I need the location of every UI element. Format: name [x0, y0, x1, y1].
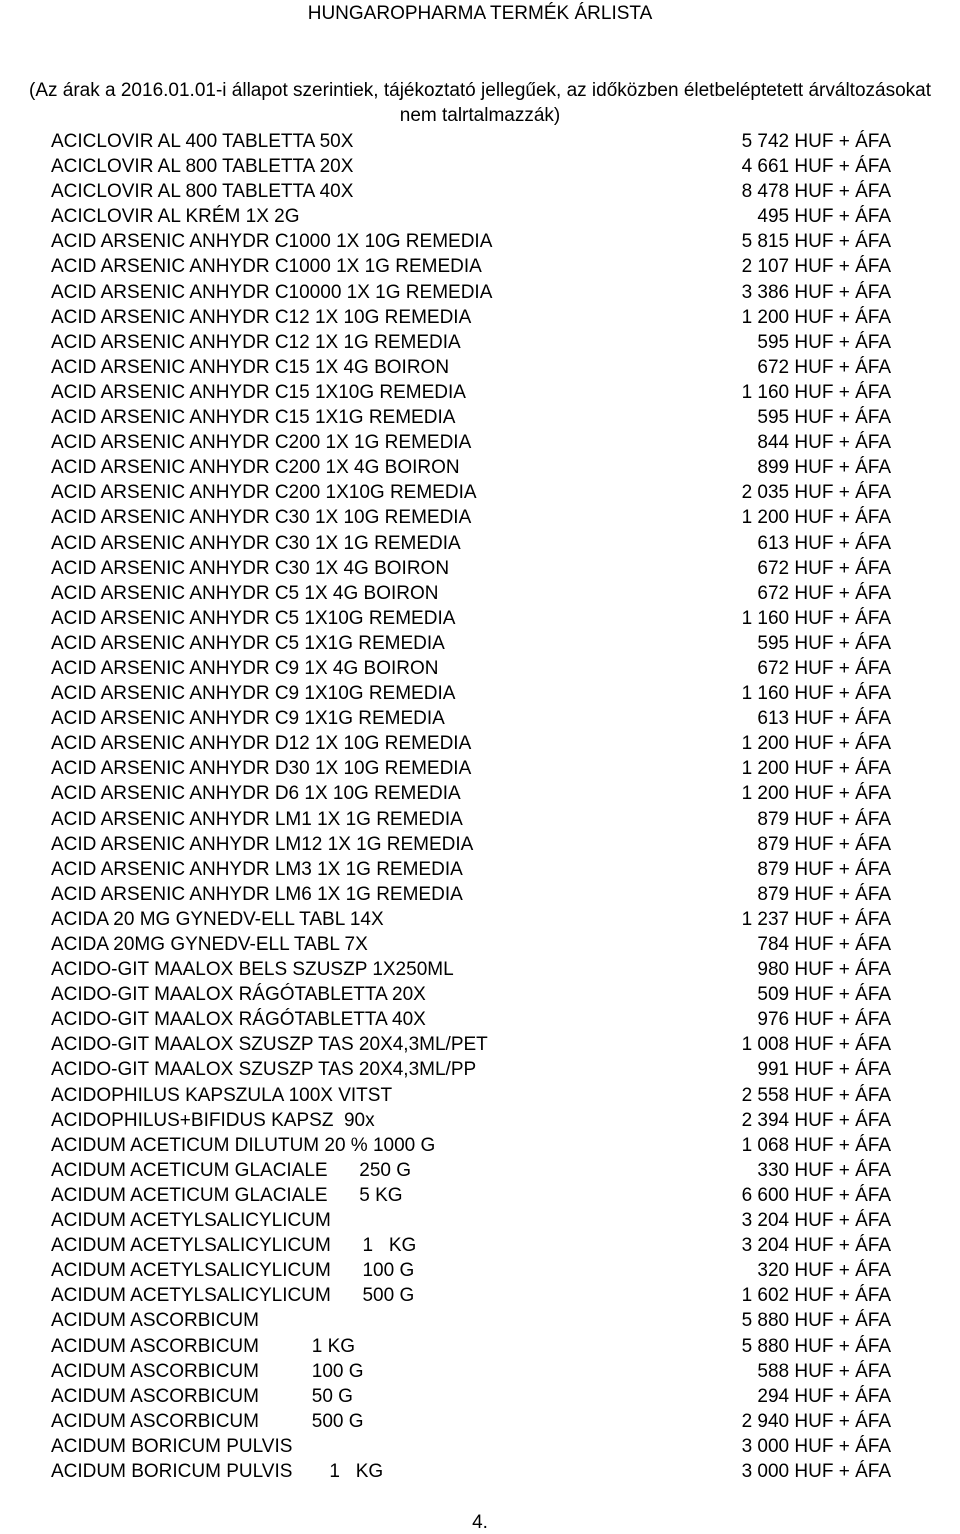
- product-price: 991 HUF + ÁFA: [757, 1059, 891, 1081]
- product-row: [51, 1183, 891, 1208]
- product-row: [51, 581, 891, 606]
- product-price: 784 HUF + ÁFA: [757, 934, 891, 955]
- product-price: 320 HUF + ÁFA: [757, 1260, 891, 1282]
- product-row: [51, 305, 891, 330]
- product-name: ACID ARSENIC ANHYDR C12 1X 10G REMEDIA: [51, 306, 472, 328]
- product-row: [51, 154, 891, 179]
- product-row: [51, 355, 891, 380]
- price-notice-line-1: (Az árak a 2016.01.01-i állapot szerintiek, tájékoztató jellegűek, az időközben életbeléptetett árváltozásokat: [29, 80, 931, 101]
- product-name: ACID ARSENIC ANHYDR C15 1X 4G BOIRON: [51, 356, 450, 378]
- product-name: ACID ARSENIC ANHYDR C200 1X10G REMEDIA: [51, 482, 477, 504]
- product-name: ACID ARSENIC ANHYDR C9 1X10G REMEDIA: [51, 683, 456, 705]
- product-row: [51, 932, 891, 957]
- product-price: 613 HUF + ÁFA: [757, 532, 891, 554]
- product-row: [51, 204, 891, 229]
- product-name: ACID ARSENIC ANHYDR C10000 1X 1G REMEDIA: [51, 281, 493, 303]
- product-row: [51, 1409, 891, 1434]
- product-row: [51, 706, 891, 731]
- product-name: ACIDUM BORICUM PULVIS: [51, 1435, 293, 1457]
- product-row: [51, 1233, 891, 1258]
- product-name: ACIDO-GIT MAALOX RÁGÓTABLETTA 20X: [51, 984, 426, 1006]
- product-name: ACIDUM ACETYLSALICYLICUM 100 G: [51, 1260, 415, 1282]
- product-row: [51, 1208, 891, 1233]
- product-name: ACID ARSENIC ANHYDR C15 1X1G REMEDIA: [51, 407, 456, 429]
- product-price: 879 HUF + ÁFA: [757, 858, 891, 880]
- product-row: [51, 129, 891, 154]
- product-price: 2 035 HUF + ÁFA: [741, 482, 891, 504]
- product-price: 976 HUF + ÁFA: [757, 1009, 891, 1031]
- product-row: [51, 405, 891, 430]
- product-price: 588 HUF + ÁFA: [757, 1360, 891, 1382]
- product-row: [51, 531, 891, 556]
- product-name: ACICLOVIR AL 800 TABLETTA 40X: [51, 181, 354, 203]
- product-row: [51, 1359, 891, 1384]
- product-name: ACIDUM ASCORBICUM: [51, 1310, 259, 1332]
- product-price: 5 880 HUF + ÁFA: [741, 1310, 891, 1332]
- product-price: 1 237 HUF + ÁFA: [741, 908, 891, 930]
- product-name: ACICLOVIR AL KRÉM 1X 2G: [51, 206, 300, 228]
- product-name: ACIDUM ACETICUM GLACIALE 250 G: [51, 1159, 412, 1181]
- product-name: ACID ARSENIC ANHYDR C200 1X 4G BOIRON: [51, 457, 460, 479]
- product-row: [51, 1057, 891, 1082]
- product-name: ACIDA 20MG GYNEDV-ELL TABL 7X: [51, 934, 368, 955]
- product-name: ACID ARSENIC ANHYDR C12 1X 1G REMEDIA: [51, 331, 461, 353]
- product-name: ACID ARSENIC ANHYDR C1000 1X 10G REMEDIA: [51, 231, 493, 253]
- price-notice-line-2: nem talrtalmazzák): [399, 105, 561, 126]
- product-name: ACID ARSENIC ANHYDR C5 1X10G REMEDIA: [51, 607, 456, 629]
- product-name: ACIDUM ACETYLSALICYLICUM 500 G: [51, 1285, 415, 1307]
- product-price: 1 200 HUF + ÁFA: [741, 783, 891, 805]
- product-price: 844 HUF + ÁFA: [757, 432, 891, 454]
- product-price: 2 394 HUF + ÁFA: [741, 1109, 891, 1131]
- product-row: [51, 656, 891, 681]
- product-name: ACID ARSENIC ANHYDR C9 1X1G REMEDIA: [51, 708, 445, 730]
- product-price: 879 HUF + ÁFA: [757, 883, 891, 905]
- product-price: 1 068 HUF + ÁFA: [741, 1134, 891, 1156]
- page-number: 4.: [472, 1512, 488, 1533]
- page-title: HUNGAROPHARMA TERMÉK ÁRLISTA: [307, 3, 653, 24]
- product-row: [51, 832, 891, 857]
- product-row: [51, 1108, 891, 1133]
- product-name: ACID ARSENIC ANHYDR LM12 1X 1G REMEDIA: [51, 833, 474, 855]
- product-name: ACID ARSENIC ANHYDR D6 1X 10G REMEDIA: [51, 783, 461, 805]
- product-name: ACIDOPHILUS KAPSZULA 100X VITST: [51, 1084, 393, 1106]
- product-price: 5 815 HUF + ÁFA: [741, 231, 891, 253]
- product-name: ACIDO-GIT MAALOX BELS SZUSZP 1X250ML: [51, 959, 454, 981]
- product-price: 5 742 HUF + ÁFA: [741, 131, 891, 152]
- product-name: ACIDUM ACETYLSALICYLICUM 1 KG: [51, 1235, 417, 1257]
- product-price: 672 HUF + ÁFA: [757, 356, 891, 378]
- product-price: 2 940 HUF + ÁFA: [741, 1410, 891, 1432]
- product-row: [51, 1308, 891, 1333]
- product-price: 1 200 HUF + ÁFA: [741, 306, 891, 328]
- price-list: [51, 129, 891, 1484]
- product-name: ACID ARSENIC ANHYDR C200 1X 1G REMEDIA: [51, 432, 472, 454]
- product-price: 509 HUF + ÁFA: [757, 984, 891, 1006]
- product-name: ACIDUM BORICUM PULVIS 1 KG: [51, 1460, 384, 1482]
- product-row: [51, 957, 891, 982]
- product-price: 1 602 HUF + ÁFA: [741, 1285, 891, 1307]
- product-name: ACICLOVIR AL 400 TABLETTA 50X: [51, 131, 354, 152]
- product-price: 2 558 HUF + ÁFA: [741, 1084, 891, 1106]
- product-price: 495 HUF + ÁFA: [757, 206, 891, 228]
- product-price: 6 600 HUF + ÁFA: [741, 1184, 891, 1206]
- product-price: 672 HUF + ÁFA: [757, 657, 891, 679]
- product-row: [51, 254, 891, 279]
- product-price: 595 HUF + ÁFA: [757, 407, 891, 429]
- product-row: [51, 179, 891, 204]
- product-price: 879 HUF + ÁFA: [757, 833, 891, 855]
- product-name: ACID ARSENIC ANHYDR D12 1X 10G REMEDIA: [51, 733, 472, 755]
- product-name: ACID ARSENIC ANHYDR LM3 1X 1G REMEDIA: [51, 858, 463, 880]
- product-name: ACID ARSENIC ANHYDR C15 1X10G REMEDIA: [51, 381, 466, 403]
- product-name: ACIDUM ACETICUM DILUTUM 20 % 1000 G: [51, 1134, 436, 1156]
- product-row: [51, 756, 891, 781]
- product-price: 294 HUF + ÁFA: [757, 1385, 891, 1407]
- product-price: 3 000 HUF + ÁFA: [741, 1460, 891, 1482]
- product-price: 595 HUF + ÁFA: [757, 331, 891, 353]
- product-price: 3 204 HUF + ÁFA: [741, 1235, 891, 1257]
- product-row: [51, 1083, 891, 1108]
- product-row: [51, 606, 891, 631]
- product-row: [51, 1258, 891, 1283]
- product-row: [51, 1283, 891, 1308]
- product-row: [51, 1459, 891, 1484]
- product-price: 4 661 HUF + ÁFA: [741, 156, 891, 178]
- product-row: [51, 681, 891, 706]
- product-name: ACIDUM ACETYLSALICYLICUM: [51, 1210, 331, 1232]
- product-name: ACIDUM ACETICUM GLACIALE 5 KG: [51, 1184, 403, 1206]
- product-price: 1 200 HUF + ÁFA: [741, 758, 891, 780]
- product-price: 899 HUF + ÁFA: [757, 457, 891, 479]
- product-name: ACID ARSENIC ANHYDR LM1 1X 1G REMEDIA: [51, 808, 463, 830]
- product-name: ACID ARSENIC ANHYDR D30 1X 10G REMEDIA: [51, 758, 472, 780]
- product-price: 1 160 HUF + ÁFA: [741, 683, 891, 705]
- product-name: ACIDO-GIT MAALOX RÁGÓTABLETTA 40X: [51, 1009, 426, 1031]
- product-row: [51, 480, 891, 505]
- product-name: ACID ARSENIC ANHYDR C30 1X 1G REMEDIA: [51, 532, 461, 554]
- product-name: ACICLOVIR AL 800 TABLETTA 20X: [51, 156, 354, 178]
- product-row: [51, 907, 891, 932]
- product-name: ACIDUM ASCORBICUM 50 G: [51, 1385, 353, 1407]
- price-notice: [0, 78, 960, 128]
- product-price: 5 880 HUF + ÁFA: [741, 1335, 891, 1357]
- product-row: [51, 1007, 891, 1032]
- product-name: ACID ARSENIC ANHYDR LM6 1X 1G REMEDIA: [51, 883, 463, 905]
- product-row: [51, 731, 891, 756]
- product-row: [51, 229, 891, 254]
- product-name: ACIDA 20 MG GYNEDV-ELL TABL 14X: [51, 908, 384, 930]
- product-price: 1 200 HUF + ÁFA: [741, 507, 891, 529]
- product-row: [51, 1384, 891, 1409]
- product-price: 3 000 HUF + ÁFA: [741, 1435, 891, 1457]
- product-row: [51, 505, 891, 530]
- product-price: 672 HUF + ÁFA: [757, 582, 891, 604]
- product-name: ACIDOPHILUS+BIFIDUS KAPSZ 90x: [51, 1109, 375, 1131]
- product-name: ACID ARSENIC ANHYDR C1000 1X 1G REMEDIA: [51, 256, 482, 278]
- product-price: 613 HUF + ÁFA: [757, 708, 891, 730]
- product-price: 330 HUF + ÁFA: [757, 1159, 891, 1181]
- product-price: 879 HUF + ÁFA: [757, 808, 891, 830]
- product-row: [51, 1434, 891, 1459]
- product-price: 1 008 HUF + ÁFA: [741, 1034, 891, 1056]
- product-price: 980 HUF + ÁFA: [757, 959, 891, 981]
- product-row: [51, 1032, 891, 1057]
- product-name: ACID ARSENIC ANHYDR C5 1X 4G BOIRON: [51, 582, 439, 604]
- product-row: [51, 380, 891, 405]
- product-price: 3 204 HUF + ÁFA: [741, 1210, 891, 1232]
- product-name: ACIDUM ASCORBICUM 1 KG: [51, 1335, 356, 1357]
- product-price: 595 HUF + ÁFA: [757, 632, 891, 654]
- product-row: [51, 430, 891, 455]
- product-row: [51, 1133, 891, 1158]
- product-row: [51, 631, 891, 656]
- product-row: [51, 1158, 891, 1183]
- product-price: 2 107 HUF + ÁFA: [741, 256, 891, 278]
- product-row: [51, 882, 891, 907]
- product-price: 3 386 HUF + ÁFA: [741, 281, 891, 303]
- product-row: [51, 1334, 891, 1359]
- product-price: 1 160 HUF + ÁFA: [741, 381, 891, 403]
- product-name: ACID ARSENIC ANHYDR C30 1X 4G BOIRON: [51, 557, 450, 579]
- product-name: ACIDO-GIT MAALOX SZUSZP TAS 20X4,3ML/PP: [51, 1059, 477, 1081]
- product-row: [51, 982, 891, 1007]
- product-name: ACID ARSENIC ANHYDR C5 1X1G REMEDIA: [51, 632, 445, 654]
- product-price: 672 HUF + ÁFA: [757, 557, 891, 579]
- product-row: [51, 857, 891, 882]
- product-row: [51, 280, 891, 305]
- product-price: 1 160 HUF + ÁFA: [741, 607, 891, 629]
- product-row: [51, 330, 891, 355]
- product-row: [51, 455, 891, 480]
- product-name: ACID ARSENIC ANHYDR C30 1X 10G REMEDIA: [51, 507, 472, 529]
- product-name: ACIDO-GIT MAALOX SZUSZP TAS 20X4,3ML/PET: [51, 1034, 488, 1056]
- product-name: ACIDUM ASCORBICUM 100 G: [51, 1360, 364, 1382]
- product-price: 1 200 HUF + ÁFA: [741, 733, 891, 755]
- product-price: 8 478 HUF + ÁFA: [741, 181, 891, 203]
- product-row: [51, 781, 891, 806]
- product-name: ACIDUM ASCORBICUM 500 G: [51, 1410, 364, 1432]
- product-row: [51, 807, 891, 832]
- product-row: [51, 556, 891, 581]
- product-name: ACID ARSENIC ANHYDR C9 1X 4G BOIRON: [51, 657, 439, 679]
